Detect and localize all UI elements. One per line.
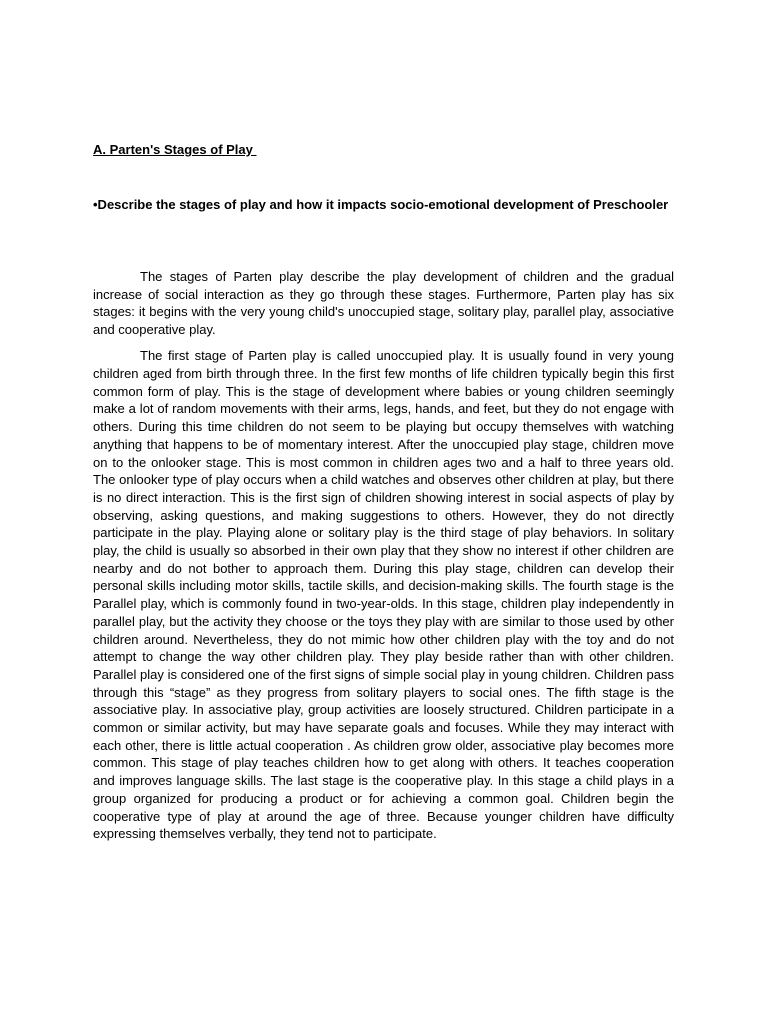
paragraph-stages: The first stage of Parten play is called unoccupied play. It is usually found in very young children aged from birth through three. In the first few months of life children typically begin this first common form of play. This is the stage of development where babies or young children seemingly make a lot of random movements with their arms, legs, hands, and feet, but they do not engage with others. During this time children do not seem to be playing but occupy themselves with watching anything that happens to be of momentary interest. After the unoccupied play stage, children move on to the onlooker stage. This is most common in children ages two and a half to three years old. The onlooker type of play occurs when a child watches and observes other children at play, but there is no direct interaction. This is the first sign of children showing interest in social aspects of play by observing, asking questions, and making suggestions to others. However, they do not directly participate in the play. Playing alone or solitary play is the third stage of play behaviors. In solitary play, the child is usually so absorbed in their own play that they show no interest if other children are nearby and do not bother to approach them. During this play stage, children can develop their personal skills including motor skills, tactile skills, and decision-making skills. The fourth stage is the Parallel play, which is commonly found in two-year-olds. In this stage, children play independently in parallel play, but the activity they choose or the toys they play with are similar to those used by other children around. Nevertheless, they do not mimic how other children play with the toy and do not attempt to change the way other children play. They play beside rather than with other children. Parallel play is considered one of the first signs of simple social play in young children. Children pass through this “stage” as they progress from solitary players to social ones. The fifth stage is the associative play. In associative play, group activities are loosely structured. Children participate in a common or similar activity, but may have separate goals and focuses. While they may interact with each other, there is little actual cooperation . As children grow older, associative play becomes more common. This stage of play teaches children how to get along with others. It teaches cooperation and improves language skills. The last stage is the cooperative play. In this stage a child plays in a group organized for producing a product or for achieving a common goal. Children begin the cooperative type of play at around the age of three. Because younger children have difficulty expressing themselves verbally, they tend not to participate. [93, 348, 674, 842]
question-heading: •Describe the stages of play and how it impacts socio-emotional development of Preschooler [93, 197, 669, 212]
body-text [93, 268, 674, 852]
paragraph-intro: The stages of Parten play describe the play development of children and the gradual increase of social interaction as they go through these stages. Furthermore, Parten play has six stages: it begins with the very young child's unoccupied stage, solitary play, parallel play, associative and cooperative play. [93, 269, 674, 338]
section-title: A. Parten's Stages of Play [93, 142, 257, 157]
